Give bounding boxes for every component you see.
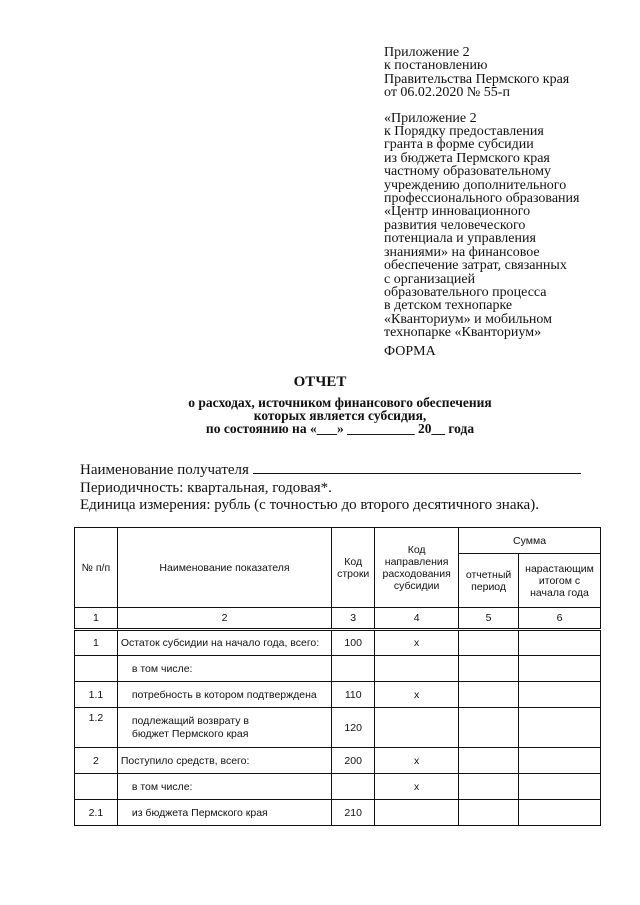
row-direction [375, 800, 459, 826]
col-number: 6 [519, 608, 601, 630]
col-number: 3 [332, 608, 375, 630]
order-line: технопарке «Кванториум» [384, 325, 542, 341]
table-row [75, 682, 601, 708]
order-line: гранта в форме субсидии [384, 137, 534, 153]
appendix-line: от 06.02.2020 № 55-п [384, 85, 510, 101]
row-cumulative [519, 682, 601, 708]
row-period [459, 656, 519, 682]
report-title: ОТЧЕТ [293, 374, 347, 390]
header-sum: Сумма [459, 528, 601, 554]
row-period [459, 748, 519, 774]
row-name: в том числе: [117, 774, 331, 800]
col-number: 4 [375, 608, 459, 630]
recipient-row [80, 460, 581, 480]
row-num: 1.1 [75, 682, 118, 708]
row-num: 1.2 [75, 708, 118, 748]
row-direction: x [375, 748, 459, 774]
row-num: 2 [75, 748, 118, 774]
row-name: из бюджета Пермского края [117, 800, 331, 826]
order-line: «Кванториум» и мобильном [384, 311, 552, 327]
row-name: Остаток субсидии на начало года, всего: [117, 630, 331, 656]
row-num [75, 656, 118, 682]
table-row [75, 708, 601, 748]
row-num: 2.1 [75, 800, 118, 826]
order-line: «Приложение 2 [384, 110, 477, 126]
row-code [332, 656, 375, 682]
unit-text: Единица измерения: рубль (с точностью до второго десятичного знака). [80, 497, 539, 513]
order-line: знаниями» на финансовое [384, 244, 540, 260]
appendix-line: Правительства Пермского края [384, 71, 570, 87]
appendix-line: Приложение 2 [384, 45, 470, 60]
order-line: потенциала и управления [384, 231, 536, 247]
row-code: 110 [332, 682, 375, 708]
row-cumulative [519, 656, 601, 682]
header-code: Код строки [332, 528, 375, 608]
row-num: 1 [75, 630, 118, 656]
row-period [459, 708, 519, 748]
periodicity-text: Периодичность: квартальная, годовая*. [80, 479, 332, 496]
order-line: из бюджета Пермского края [384, 150, 550, 166]
row-direction: x [375, 630, 459, 656]
recipient-label: Наименование получателя [80, 462, 249, 478]
col-number: 2 [117, 608, 331, 630]
row-period [459, 682, 519, 708]
row-period [459, 774, 519, 800]
row-code: 100 [332, 630, 375, 656]
header-cumulative: нарастающим итогом с начала года [519, 554, 601, 608]
order-line: «Центр инновационного [384, 204, 531, 220]
order-line: в детском технопарке [384, 298, 513, 314]
order-line: обеспечение затрат, связанных [384, 258, 567, 274]
row-code: 120 [332, 708, 375, 748]
table-row [75, 774, 601, 800]
col-number: 1 [75, 608, 118, 630]
row-cumulative [519, 708, 601, 748]
row-cumulative [519, 748, 601, 774]
row-direction [375, 708, 459, 748]
header-period: отчетный период [459, 554, 519, 608]
appendix-header [384, 46, 634, 340]
order-line: к Порядку предоставления [384, 124, 544, 140]
subtitle-line: о расходах, источником финансового обеспечения [188, 395, 492, 410]
recipient-blank-line [253, 460, 581, 474]
row-code: 210 [332, 800, 375, 826]
table-row [75, 800, 601, 826]
order-line: учреждению дополнительного [384, 177, 567, 193]
order-line: профессионального образования [384, 191, 580, 207]
row-period [459, 630, 519, 656]
row-cumulative [519, 774, 601, 800]
appendix-line: к постановлению [384, 58, 488, 74]
order-line: образовательного процесса [384, 284, 547, 300]
row-name: подлежащий возврату в бюджет Пермского края [117, 708, 331, 748]
row-cumulative [519, 800, 601, 826]
table-row [75, 656, 601, 682]
form-label: ФОРМА [384, 344, 436, 359]
order-line: с организацией [384, 271, 476, 287]
row-num [75, 774, 118, 800]
subtitle-line: по состоянию на «___» __________ 20__ года [205, 421, 475, 436]
row-name: Поступило средств, всего: [117, 748, 331, 774]
row-name: в том числе: [117, 656, 331, 682]
row-name: потребность в котором подтверждена [117, 682, 331, 708]
order-line: развития человеческого [384, 217, 526, 233]
row-period [459, 800, 519, 826]
row-code [332, 774, 375, 800]
header-name: Наименование показателя [117, 528, 331, 608]
report-table [74, 527, 601, 826]
order-line: частному образовательному [384, 164, 552, 180]
row-cumulative [519, 630, 601, 656]
row-code: 200 [332, 748, 375, 774]
report-fields [80, 460, 581, 515]
col-number: 5 [459, 608, 519, 630]
header-direction: Код направления расходования субсидии [375, 528, 459, 608]
subtitle-line: которых является субсидия, [253, 408, 427, 423]
row-direction: x [375, 682, 459, 708]
report-subtitle [0, 396, 640, 435]
header-num: № п/п [75, 528, 118, 608]
row-direction: x [375, 774, 459, 800]
table-row [75, 748, 601, 774]
row-direction [375, 656, 459, 682]
table-row [75, 630, 601, 656]
